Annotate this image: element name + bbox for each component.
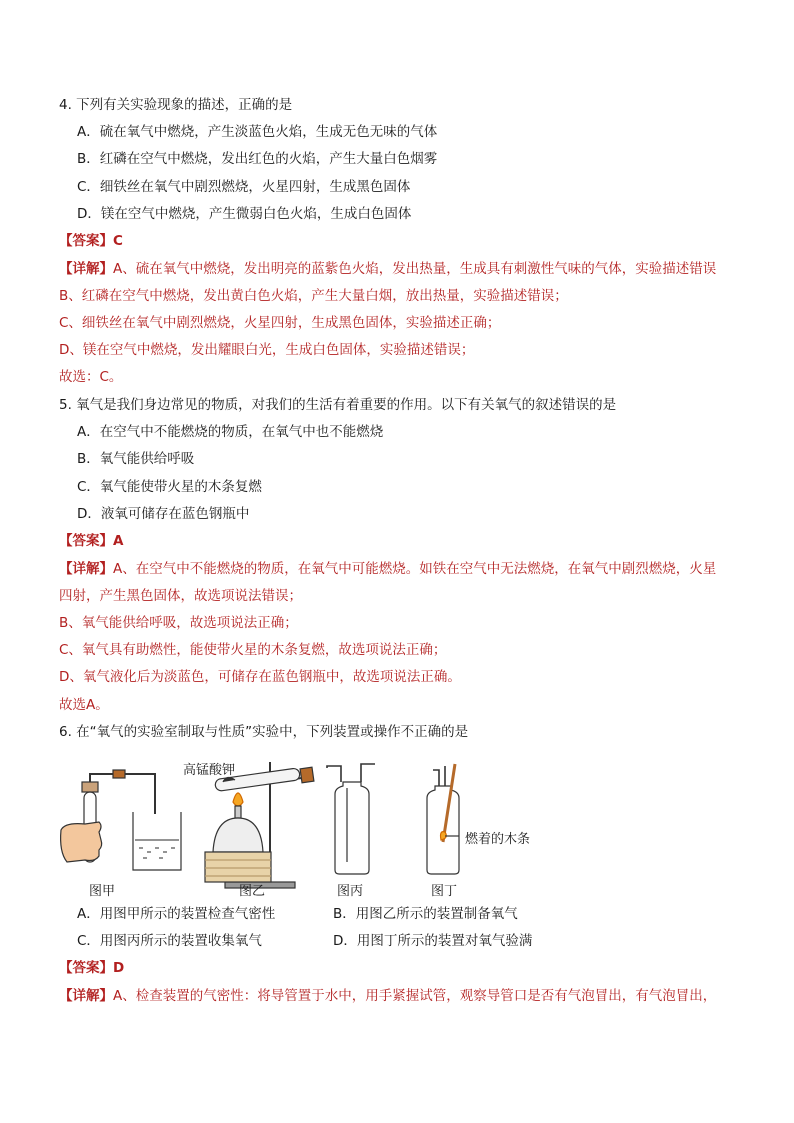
- detail-tag: 【详解】: [59, 988, 113, 1004]
- question-5-detail-line: 四射，产生黑色固体，故选项说法错误；: [59, 588, 302, 604]
- question-5-detail-line: B、氧气能供给呼吸，故选项说法正确；: [59, 615, 298, 631]
- question-4-option-a: A．硫在氧气中燃烧，产生淡蓝色火焰，生成无色无味的气体: [77, 124, 438, 140]
- question-4-detail-line: 【详解】A、硫在氧气中燃烧，发出明亮的蓝紫色火焰，发出热量，生成具有刺激性气味的气体，实验描述错误: [59, 261, 717, 277]
- question-4-option-d: D．镁在空气中燃烧，产生微弱白色火焰，生成白色固体: [77, 206, 412, 222]
- label-bing: 图丙: [337, 884, 364, 899]
- question-4-stem: 4. 下列有关实验现象的描述，正确的是: [59, 97, 293, 113]
- question-4-detail-line: B、红磷在空气中燃烧，发出黄白色火焰，产生大量白烟，放出热量，实验描述错误；: [59, 288, 568, 304]
- label-burning-stick: 燃着的木条: [465, 832, 531, 847]
- answer-value: A: [113, 533, 124, 549]
- apparatus-drawing: [55, 752, 575, 902]
- question-5-stem: 5. 氧气是我们身边常见的物质，对我们的生活有着重要的作用。以下有关氧气的叙述错误的是: [59, 397, 617, 413]
- apparatus-ding: [427, 764, 459, 874]
- question-4-option-b: B．红磷在空气中燃烧，发出红色的火焰，产生大量白色烟雾: [77, 151, 438, 167]
- question-5-answer: [59, 532, 123, 550]
- question-6-option-d: D．用图丁所示的装置对氧气验满: [333, 933, 533, 949]
- answer-value: D: [113, 960, 125, 976]
- label-kmno4: 高锰酸钾: [183, 763, 236, 778]
- question-5-option-a: A．在空气中不能燃烧的物质，在氧气中也不能燃烧: [77, 424, 384, 440]
- apparatus-yi: [205, 762, 314, 888]
- question-4-detail-line: D、镁在空气中燃烧，发出耀眼白光，生成白色固体，实验描述错误；: [59, 342, 475, 358]
- detail-tag: 【详解】: [59, 261, 113, 277]
- answer-tag: 【答案】: [59, 233, 113, 249]
- question-5-option-c: C．氧气能使带火星的木条复燃: [77, 479, 262, 495]
- label-yi: 图乙: [239, 884, 266, 899]
- label-ding: 图丁: [431, 884, 458, 899]
- question-5-option-d: D．液氧可储存在蓝色钢瓶中: [77, 506, 250, 522]
- question-4-option-c: C．细铁丝在氧气中剧烈燃烧，火星四射，生成黑色固体: [77, 179, 411, 195]
- question-5-option-b: B．氧气能供给呼吸: [77, 451, 195, 467]
- apparatus-jia: [61, 770, 181, 870]
- answer-tag: 【答案】: [59, 533, 113, 549]
- question-4-detail-line: C、细铁丝在氧气中剧烈燃烧，火星四射，生成黑色固体，实验描述正确；: [59, 315, 501, 331]
- question-6-answer: [59, 959, 124, 977]
- question-6-detail-line: 【详解】A、检查装置的气密性：将导管置于水中，用手紧握试管，观察导管口是否有气泡冒出，有气泡冒出，: [59, 988, 717, 1004]
- answer-tag: 【答案】: [59, 960, 113, 976]
- question-6-stem: 6. 在“氧气的实验室制取与性质”实验中，下列装置或操作不正确的是: [59, 724, 469, 740]
- question-5-detail-line: 故选A。: [59, 697, 109, 713]
- apparatus-bing: [327, 764, 375, 874]
- detail-tag: 【详解】: [59, 561, 113, 577]
- apparatus-figure: [55, 752, 575, 902]
- question-5-detail-line: D、氧气液化后为淡蓝色，可储存在蓝色钢瓶中，故选项说法正确。: [59, 669, 461, 685]
- question-6-option-b: B．用图乙所示的装置制备氧气: [333, 906, 518, 922]
- question-5-detail-line: C、氧气具有助燃性，能使带火星的木条复燃，故选项说法正确；: [59, 642, 447, 658]
- question-4-detail-line: 故选：C。: [59, 369, 123, 385]
- question-6-option-c: C．用图丙所示的装置收集氧气: [77, 933, 262, 949]
- question-5-detail-line: 【详解】A、在空气中不能燃烧的物质，在氧气中可能燃烧。如铁在空气中无法燃烧，在氧气中剧烈燃烧，火星: [59, 561, 717, 577]
- label-jia: 图甲: [89, 884, 116, 899]
- question-6-option-a: A．用图甲所示的装置检查气密性: [77, 906, 276, 922]
- question-4-answer: [59, 232, 123, 250]
- answer-value: C: [113, 233, 123, 249]
